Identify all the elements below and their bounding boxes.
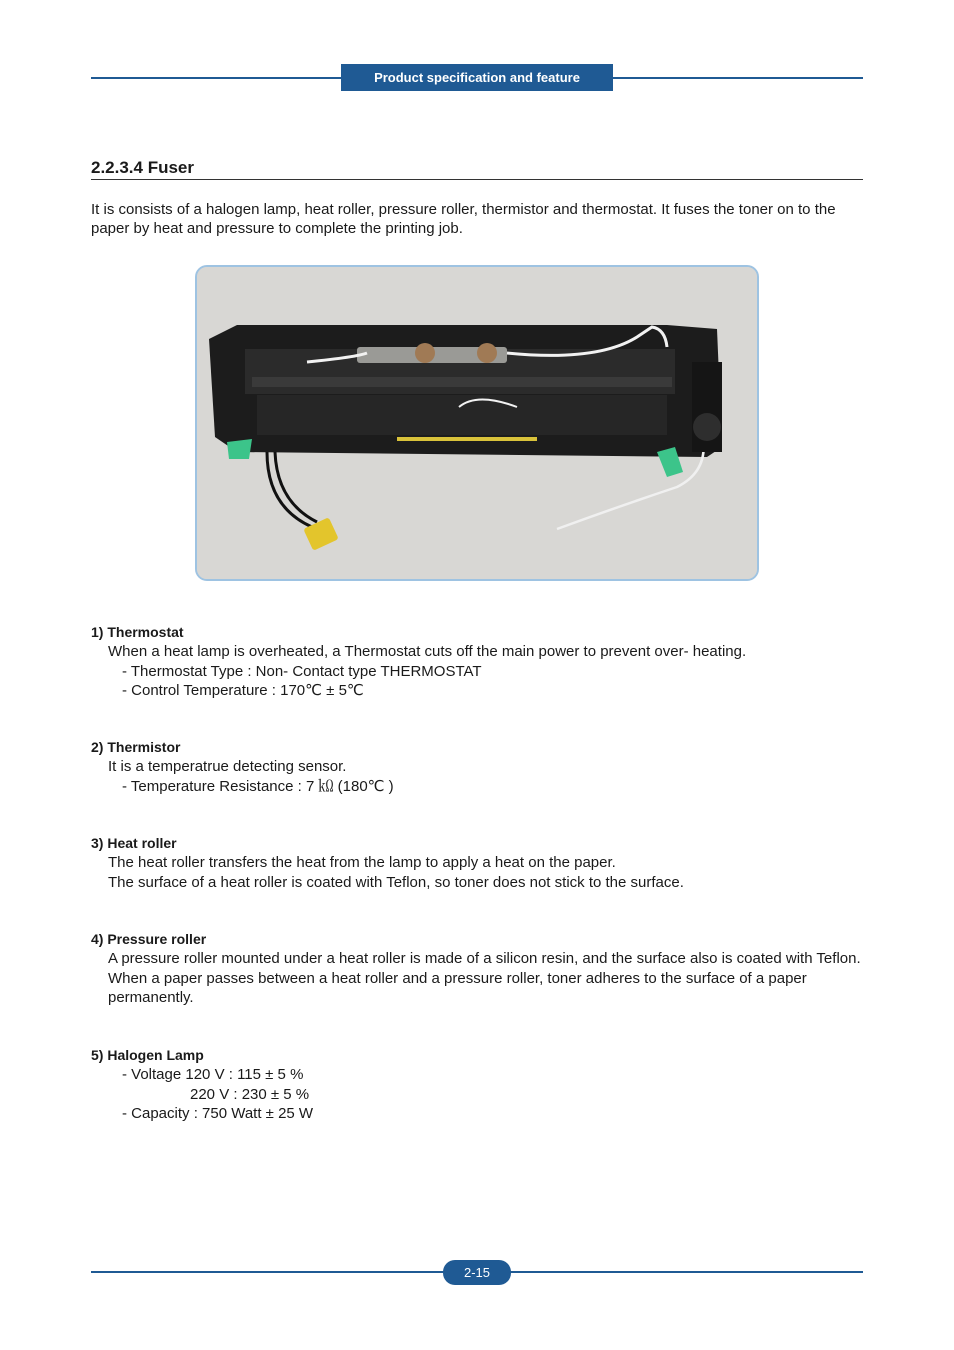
- item-description: It is a temperatrue detecting sensor.: [108, 758, 347, 776]
- item-pressure-roller: [91, 930, 871, 1007]
- section-title: 2.2.3.4 Fuser: [91, 158, 863, 180]
- item-line: The heat roller transfers the heat from the lamp to apply a heat on the paper.: [108, 854, 616, 872]
- item-title: 4) Pressure roller: [91, 931, 207, 947]
- item-description: When a heat lamp is overheated, a Thermostat cuts off the main power to prevent over- heating.: [108, 643, 747, 661]
- item-halogen-lamp: [91, 1046, 871, 1123]
- item-thermistor: [91, 738, 871, 796]
- item-line: The surface of a heat roller is coated with Teflon, so toner does not stick to the surface.: [108, 873, 684, 891]
- fuser-illustration: [197, 267, 757, 579]
- item-spec: - Control Temperature : 170℃ ± 5℃: [122, 681, 364, 699]
- item-spec: - Temperature Resistance : 7 ㏀ (180℃ ): [122, 777, 394, 795]
- section-intro: It is consists of a halogen lamp, heat roller, pressure roller, thermistor and thermostat. It fuses the toner on to the paper by heat and pressure to complete the printing job.: [91, 201, 836, 237]
- item-spec: 220 V : 230 ± 5 %: [190, 1085, 310, 1103]
- item-title: 2) Thermistor: [91, 739, 181, 755]
- item-title: 3) Heat roller: [91, 835, 177, 851]
- item-heat-roller: [91, 834, 871, 892]
- item-spec: - Capacity : 750 Watt ± 25 W: [122, 1104, 314, 1122]
- item-thermostat: [91, 623, 871, 700]
- item-description: A pressure roller mounted under a heat roller is made of a silicon resin, and the surface also is coated with Teflon. When a paper passes between a heat roller and a pressure roller, toner adheres to the surface of a paper permanently.: [108, 950, 861, 1006]
- item-title: 1) Thermostat: [91, 624, 184, 640]
- header-title: Product specification and feature: [341, 64, 613, 91]
- item-spec: - Voltage 120 V : 115 ± 5 %: [122, 1066, 304, 1084]
- fuser-photo: [195, 265, 759, 581]
- item-title: 5) Halogen Lamp: [91, 1047, 204, 1063]
- page-number: 2-15: [443, 1260, 511, 1285]
- item-spec: - Thermostat Type : Non- Contact type THERMOSTAT: [122, 662, 482, 680]
